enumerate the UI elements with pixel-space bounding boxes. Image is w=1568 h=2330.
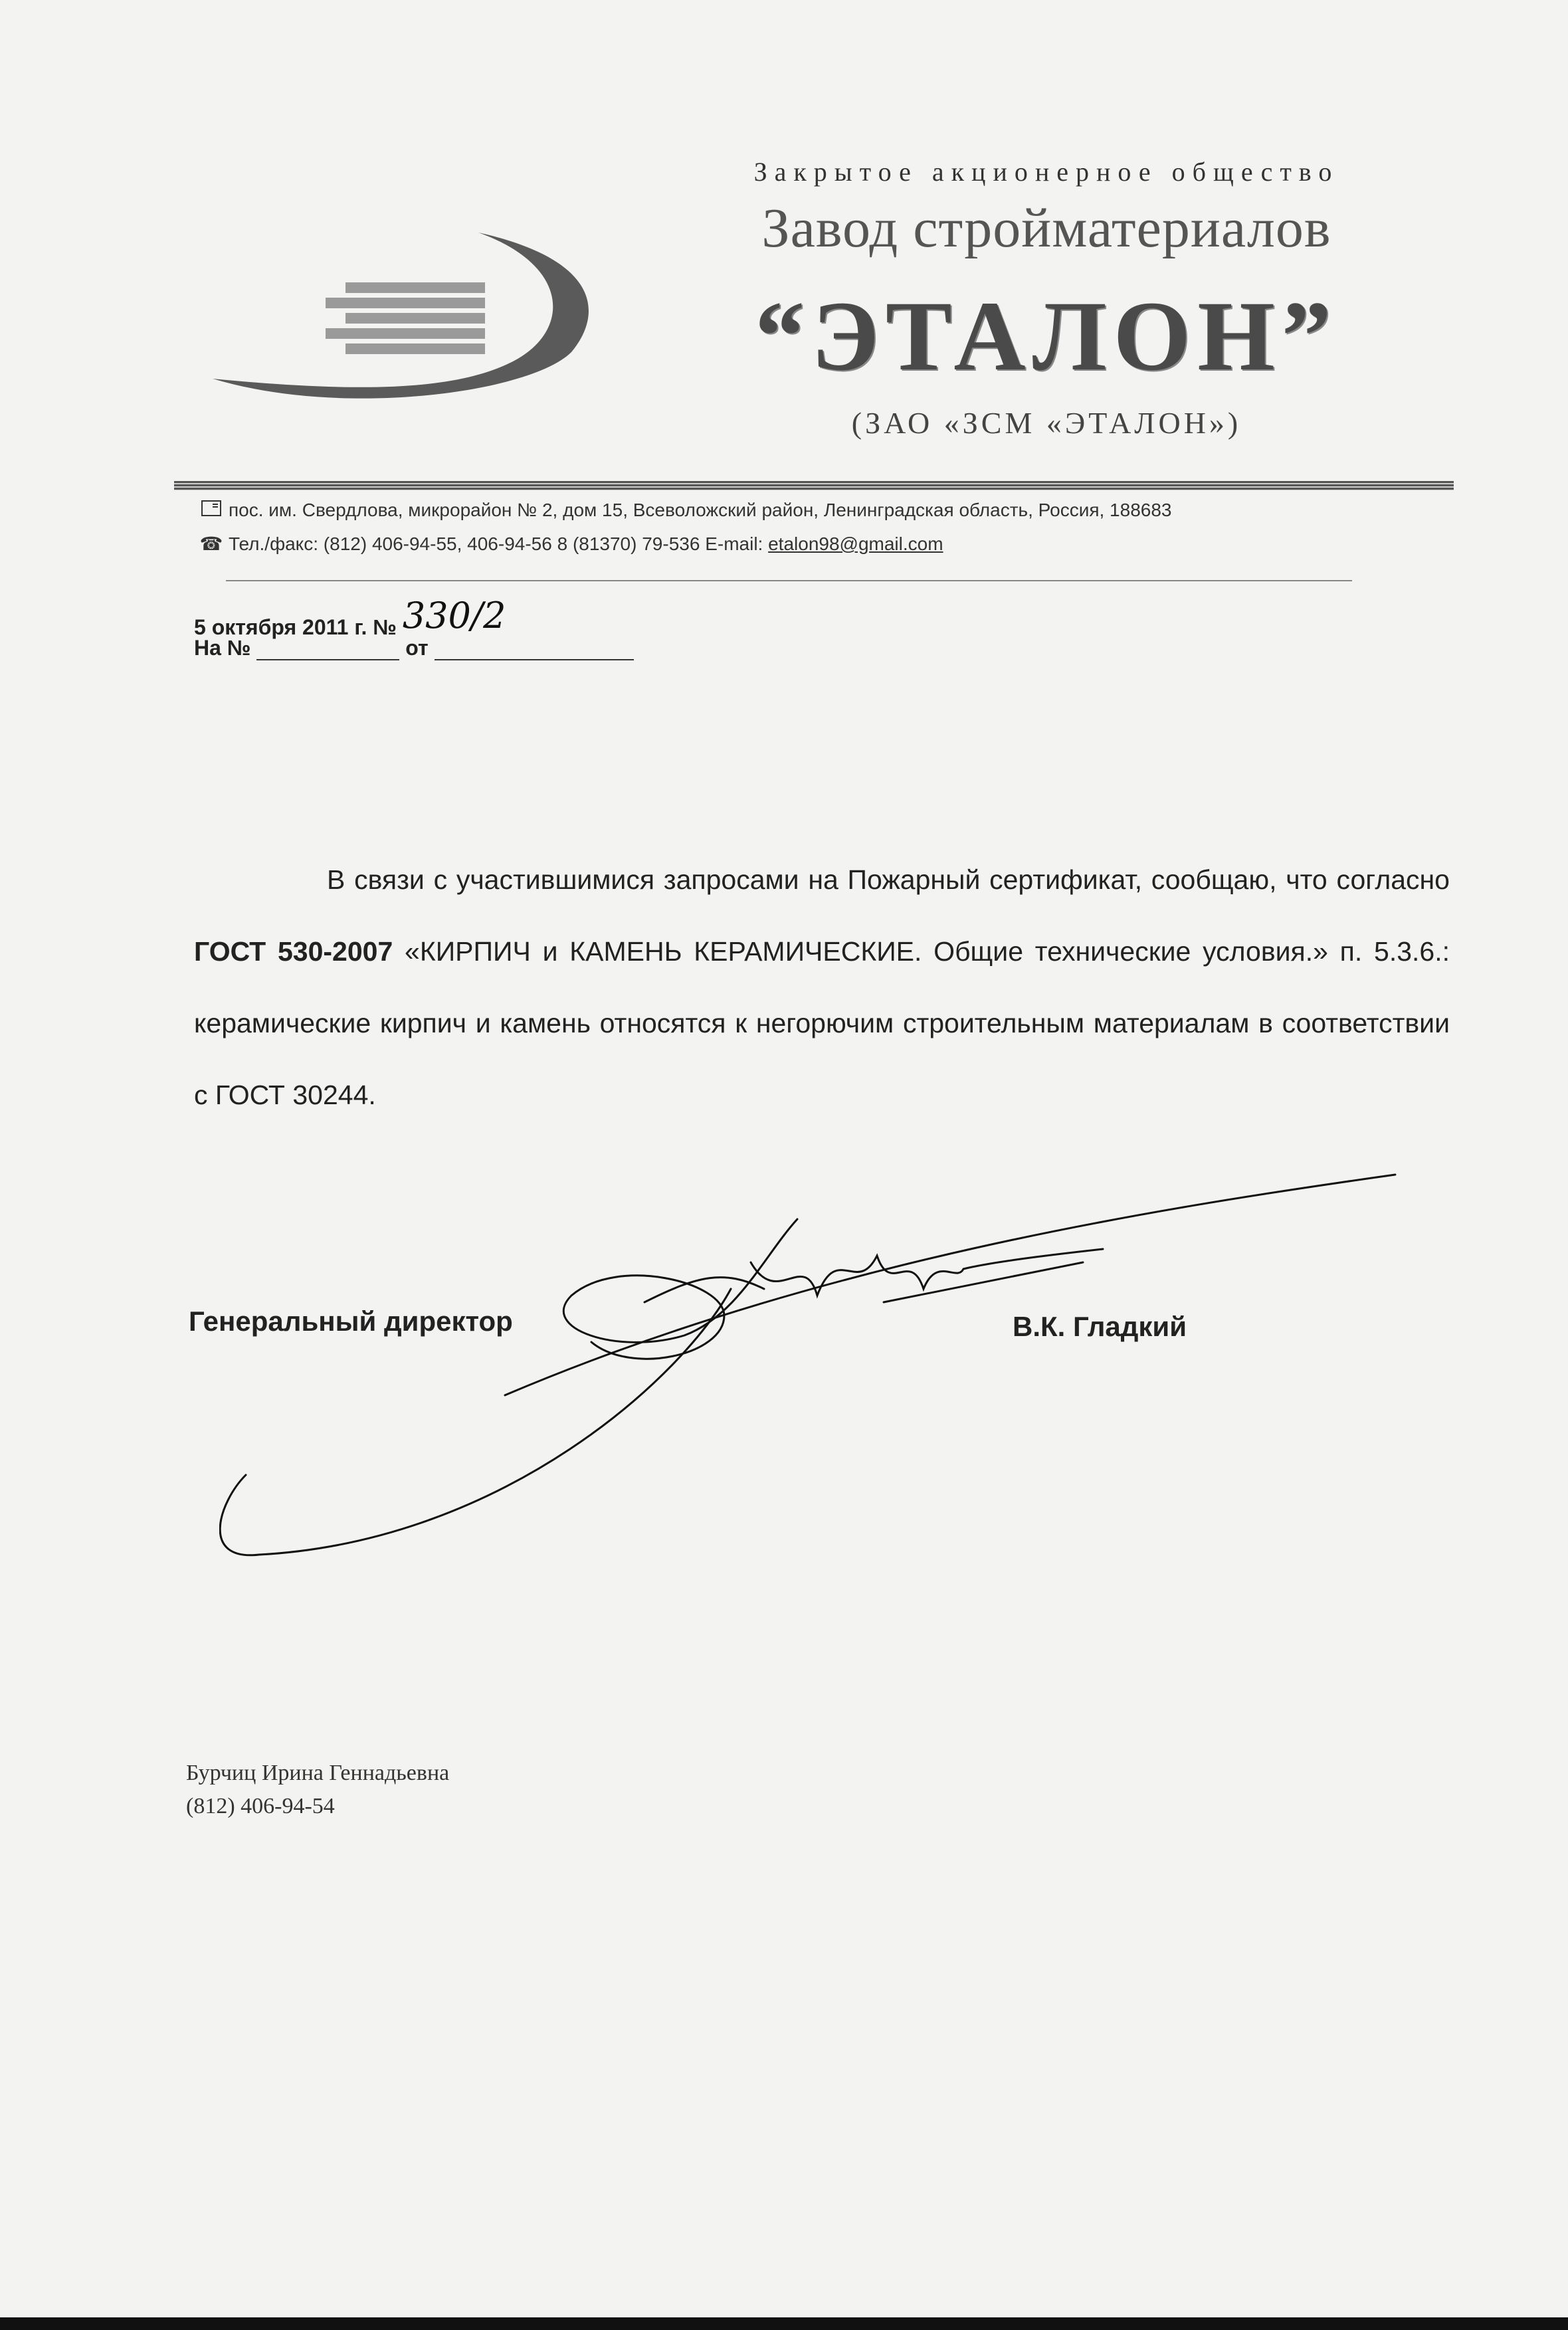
email-link[interactable]: etalon98@gmail.com: [768, 534, 943, 554]
letterhead-divider: [174, 481, 1454, 490]
organization-type: Закрытое акционерное общество: [753, 157, 1339, 187]
letter-body: [194, 844, 1450, 1131]
executor-name: Бурчиц Ирина Геннадьевна: [186, 1761, 450, 1785]
executor-phone: (812) 406-94-54: [186, 1794, 335, 1818]
body-text-part1: В связи с участившимися запросами на Пожарный сертификат, сообщаю, что: [327, 864, 1327, 895]
date-and-number-label: 5 октября 2011 г. №: [194, 615, 397, 639]
address-text: пос. им. Свердлова, микрорайон № 2, дом 15, Всеволожский район, Ленинградская область, Россия, 188683: [229, 500, 1172, 520]
address-line: [199, 500, 1171, 521]
phone-text: Тел./факс: (812) 406-94-55, 406-94-56 8 (81370) 79-536 E-mail:: [229, 534, 769, 554]
body-text-part2: согласно: [1336, 864, 1450, 895]
telephone-icon: ☎: [199, 534, 223, 554]
crescent-logo-icon: [199, 219, 625, 419]
body-text-part3: «КИРПИЧ и КАМЕНЬ КЕРАМИЧЕСКИЕ. Общие технические условия.» п. 5.3.6.: керамические кирпич и камень относятся к негорючим строительным материалам в соответствии с ГОСТ 30244.: [194, 936, 1450, 1110]
gost-reference: ГОСТ 530-2007: [194, 936, 393, 967]
body-paragraph: [194, 844, 1450, 1131]
handwritten-number: 330/2: [402, 595, 506, 636]
incoming-reference: [194, 636, 634, 660]
scan-edge: [0, 2317, 1568, 2330]
organization-short-name: (ЗАО «ЗСМ «ЭТАЛОН»): [851, 406, 1242, 440]
from-date-blank: [435, 639, 634, 660]
signatory-name: В.К. Гладкий: [1013, 1311, 1187, 1342]
signatory-role: Генеральный директор: [189, 1306, 513, 1337]
from-label: от: [405, 636, 429, 660]
envelope-icon: [199, 500, 223, 521]
organization-name-line2: “ЭТАЛОН”: [755, 281, 1338, 391]
contact-divider: [226, 580, 1352, 581]
handwritten-signature: [219, 1156, 1415, 1581]
phone-line: [199, 533, 943, 555]
reply-number-label: На №: [194, 636, 251, 660]
organization-name-line1: Завод стройматериалов: [761, 197, 1331, 259]
reply-number-blank: [256, 639, 399, 660]
